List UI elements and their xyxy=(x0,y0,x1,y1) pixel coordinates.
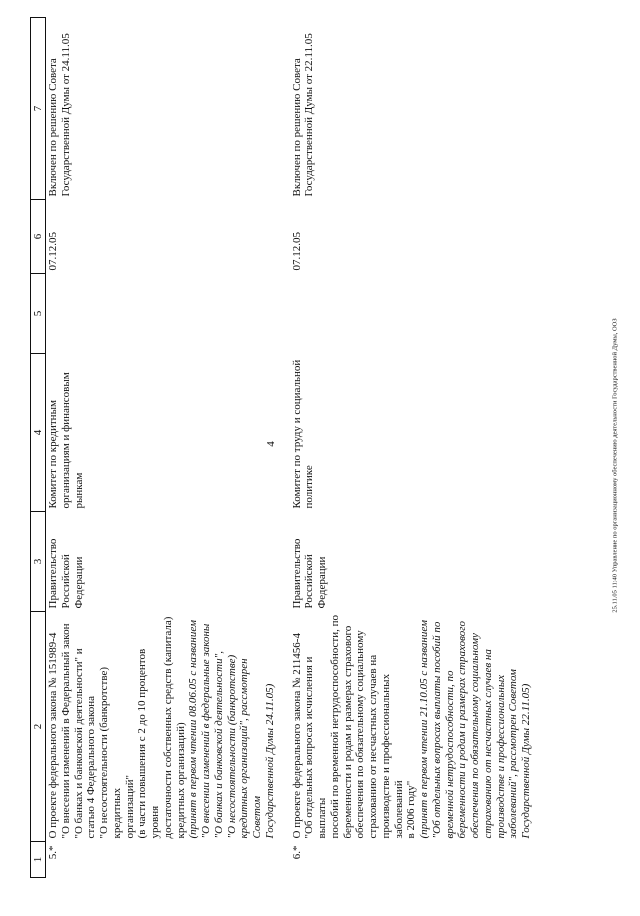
initiator: Правительство Российской Федерации xyxy=(47,538,85,609)
column-5-cell xyxy=(46,274,278,354)
bill-text-line: обеспечения по обязательному социальному xyxy=(354,630,367,839)
bill-text-line: организаций" xyxy=(123,774,136,839)
bill-text-line: "Об отдельных вопросах исчисления и выплаты xyxy=(303,656,328,839)
bill-note-line: кредитных организаций", рассмотрен Советом xyxy=(238,658,263,839)
bill-text-line: "О несостоятельности (банкротстве) кредитных xyxy=(98,667,123,839)
bill-note-line: "О банках и банковской деятельности", xyxy=(212,651,225,839)
bill-title: О проекте федерального закона № 151989-4 xyxy=(47,632,59,839)
column-header-2: 2 xyxy=(31,612,46,842)
column-5-cell xyxy=(290,274,534,354)
page-footer: 25.11.05 11:40 Управление по организационному обеспечению деятельности Государственной Думы, ООЗ xyxy=(611,318,619,613)
review-date: 07.12.05 xyxy=(290,232,303,271)
row-number: 5.* xyxy=(47,845,59,860)
bill-note-line: беременности и родам и размерах страхового xyxy=(456,620,469,839)
bill-text-line: пособий по временной нетрудоспособности, по xyxy=(328,614,341,839)
column-header-3: 3 xyxy=(31,512,46,612)
bill-note-line: "О внесении изменений в федеральные законы xyxy=(200,623,212,839)
bill-text-line: "О банках и банковской деятельности" и xyxy=(72,648,85,839)
bill-note-line: производстве и профессиональных xyxy=(494,674,507,839)
inclusion-decision: Включен по решению Совета Государственной Думы от 22.11.05 xyxy=(290,33,316,197)
bill-description xyxy=(46,612,278,842)
bill-text-line: производстве и профессиональных заболеваний xyxy=(379,673,405,839)
bill-note-line: Государственной Думы 22.11.05) xyxy=(520,683,532,839)
page-number: 4 xyxy=(265,441,277,447)
bill-title: О проекте федерального закона № 211456-4 xyxy=(290,633,303,839)
bill-description xyxy=(290,612,534,842)
bill-note-line: "О несостоятельности (банкротстве) xyxy=(225,654,238,839)
agenda-table-sheet xyxy=(30,18,600,878)
bill-note-line: (принят в первом чтении 21.10.05 с названием xyxy=(418,619,430,839)
table-row xyxy=(290,18,534,878)
inclusion-decision: Включен по решению Совета Государственной Думы от 24.11.05 xyxy=(47,33,72,197)
column-header-4: 4 xyxy=(31,354,46,512)
bill-note-line: заболеваний", рассмотрен Советом xyxy=(507,669,520,839)
bill-text-line: в 2006 году" xyxy=(405,780,418,839)
bill-note-line: временной нетрудоспособности, по xyxy=(443,670,456,839)
initiator: Правительство Российской Федерации xyxy=(290,538,328,609)
column-header-5: 5 xyxy=(31,274,46,354)
bill-note-line: (принят в первом чтении 08.06.05 с названием xyxy=(187,619,200,839)
row-spacer xyxy=(278,18,290,878)
responsible-committee: Комитет по кредитным организациям и финансовым рынкам xyxy=(47,372,85,509)
bill-text-line: достаточности собственных средств (капитала) xyxy=(161,616,174,839)
bill-note-line: страхованию от несчастных случаев на xyxy=(481,649,494,839)
agenda-table xyxy=(30,17,534,878)
bill-note-line: Государственной Думы 24.11.05) xyxy=(263,683,276,839)
bill-text-line: "О внесении изменений в Федеральный закон xyxy=(59,623,72,839)
bill-text-line: страхованию от несчастных случаев на xyxy=(367,654,379,839)
bill-note-line: обеспечения по обязательному социальному xyxy=(469,633,481,839)
row-number: 6.* xyxy=(290,845,303,860)
column-number-header xyxy=(31,18,46,878)
responsible-committee: Комитет по труду и социальной политике xyxy=(290,359,316,509)
bill-note-line: "Об отдельных вопросах выплаты пособий по xyxy=(430,621,443,839)
review-date: 07.12.05 xyxy=(47,232,59,271)
table-row xyxy=(46,18,278,878)
column-header-6: 6 xyxy=(31,200,46,274)
bill-text-line: беременности и родам и размерах страхового xyxy=(341,625,354,839)
bill-text-line: статью 4 Федерального закона xyxy=(85,695,98,839)
bill-text-line: (в части повышения с 2 до 10 процентов уровня xyxy=(136,648,161,839)
column-header-1: 1 xyxy=(31,842,46,878)
bill-text-line: кредитных организаций) xyxy=(174,722,187,839)
column-header-7: 7 xyxy=(31,18,46,200)
